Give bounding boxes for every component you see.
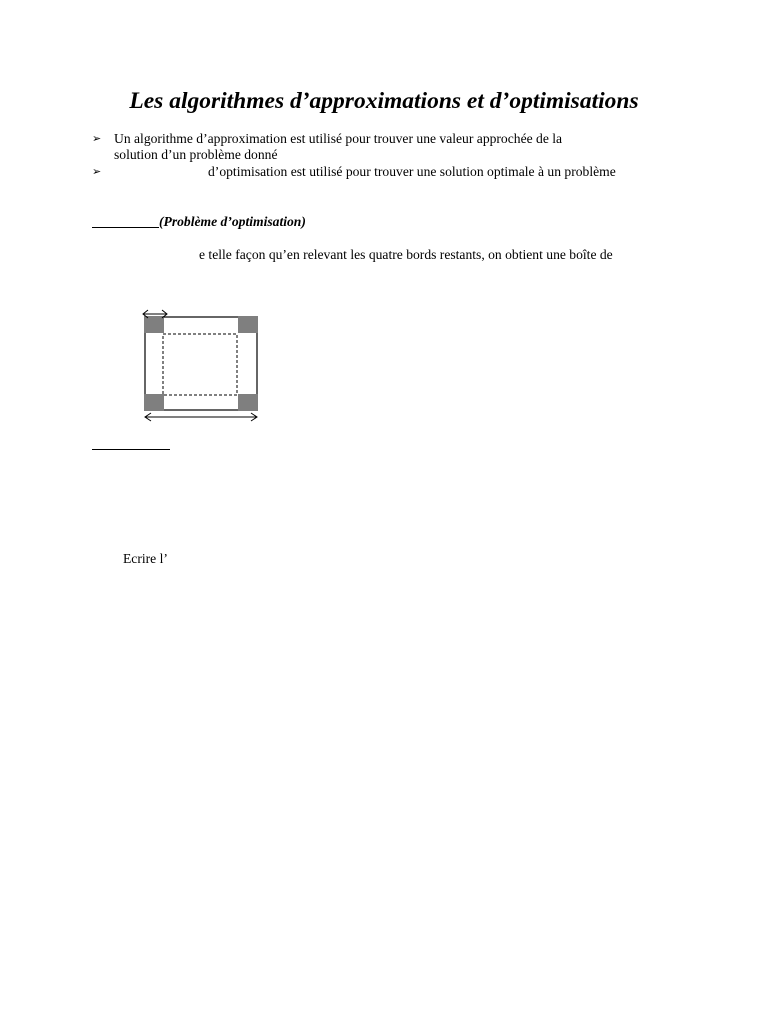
bullet-text-line1: Un algorithme d’approximation est utilisé pour trouver une valeur approchée de la [114,131,563,146]
fold-lines [163,334,237,395]
bullet-text-line2: solution d’un problème donné [114,147,278,162]
section-heading-text: (Problème d’optimisation) [159,214,306,229]
corner-square-bottom-right [238,394,258,411]
blank-underline [92,449,170,450]
corner-square-bottom-left [144,394,164,411]
double-arrow-icon [145,413,257,421]
box-cutting-diagram [134,306,274,430]
heading-blank-underline [92,213,159,228]
problem-statement: e telle façon qu’en relevant les quatre bords restants, on obtient une boîte de [199,247,613,262]
corner-square-top-left [144,316,164,333]
section-heading [92,213,306,231]
page-title: Les algorithmes d’approximations et d’optimisations [129,88,639,114]
exercise-instruction: Ecrire l’ [123,551,168,566]
corner-square-top-right [238,316,258,333]
arrow-bullet-icon: ➢ [92,166,102,178]
bullet-item-approximation [0,131,768,163]
bullet-item-optimisation [0,164,768,180]
bullet-text-line1: d’optimisation est utilisé pour trouver une solution optimale à un problème [208,164,616,179]
arrow-bullet-icon: ➢ [92,133,102,145]
